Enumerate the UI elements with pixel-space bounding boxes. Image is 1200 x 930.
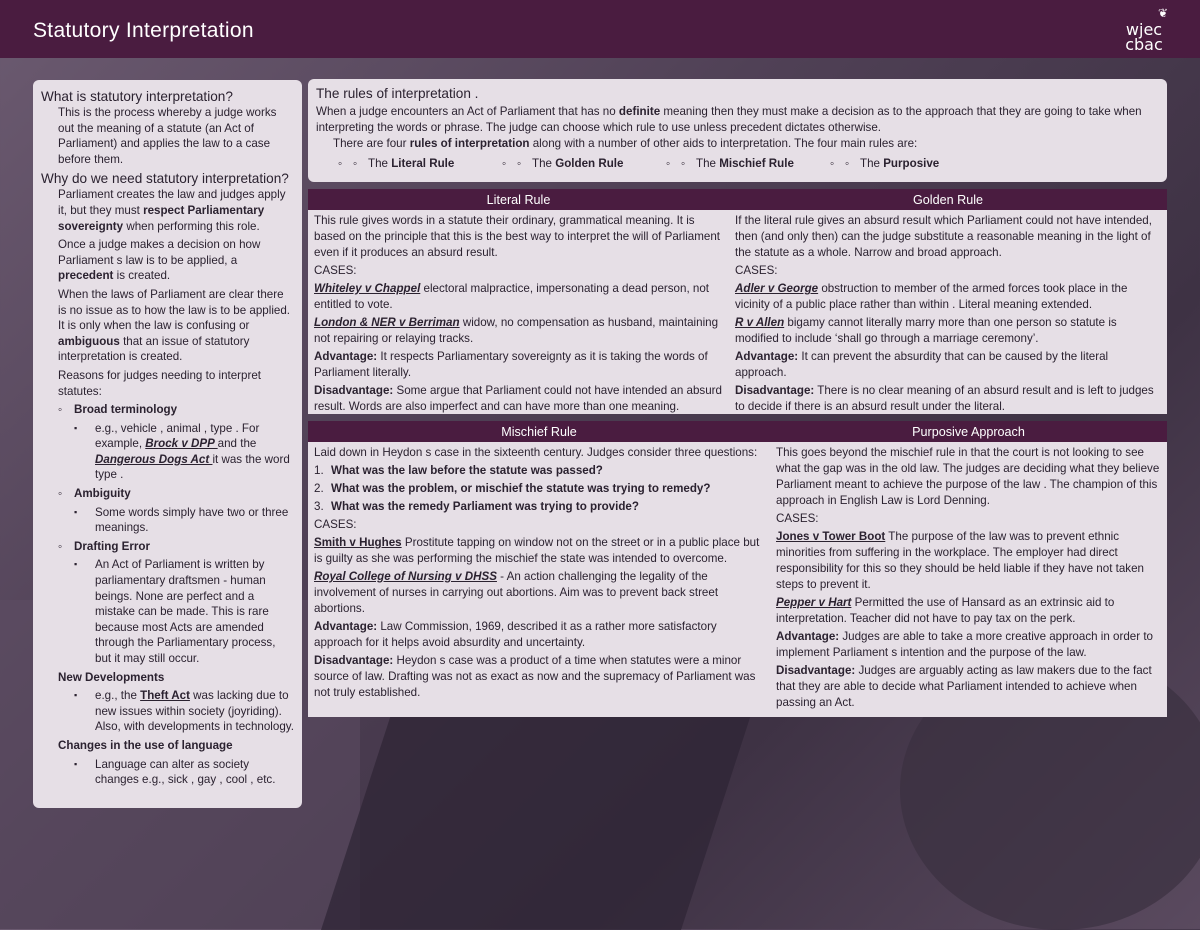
mischief-rule-box bbox=[308, 421, 770, 717]
para-definition: This is the process whereby a judge works out the meaning of a statute (an Act of Parliament) and applies the law to a case before them. bbox=[58, 106, 277, 166]
case-item: R v Allen bigamy cannot literally marry more than one person so statute is modified to include ‘shall go through a marriage ceremony’. bbox=[735, 316, 1117, 345]
para-four-rules: There are four rules of interpretation along with a number of other aids to interpretation. The four main rules are: bbox=[333, 137, 918, 150]
case-item: Jones v Tower Boot The purpose of the law was to prevent ethnic minorities from suffering in the workplace. The employer had direct responsibility for this so they should be held liable if they have not taken steps to prevent it. bbox=[776, 530, 1144, 591]
case-item: London & NER v Berriman widow, no compensation as husband, maintaining not repairing or relaying tracks. bbox=[314, 316, 719, 345]
header-bar bbox=[0, 0, 1200, 58]
cases-label: CASES: bbox=[314, 518, 357, 531]
logo-text-cbac: cbac bbox=[1125, 35, 1163, 54]
purposive-title: Purposive Approach bbox=[770, 421, 1167, 442]
rule-item: ◦ ◦ The Literal Rule bbox=[338, 156, 502, 172]
logo-text-wjec: wjec bbox=[1125, 20, 1163, 39]
mischief-desc: Laid down in Heydon s case in the sixteenth century. Judges consider three questions: bbox=[314, 446, 758, 459]
disadvantage: Disadvantage: There is no clear meaning of an absurd result and is left to judges to decide if there is an absurd result under the literal. bbox=[735, 384, 1154, 413]
golden-rule-box bbox=[729, 189, 1167, 414]
disadvantage: Disadvantage: Heydon s case was a product of a time when statutes were a minor source of law. Drafting was not as exact as now and the supremacy of Parliament was not truly established. bbox=[314, 654, 756, 699]
page-title: Statutory Interpretation bbox=[33, 19, 254, 42]
cases-label: CASES: bbox=[776, 512, 819, 525]
wjec-logo bbox=[1122, 8, 1166, 52]
heading-what-is: What is statutory interpretation? bbox=[41, 89, 233, 104]
literal-rule-title: Literal Rule bbox=[308, 189, 729, 210]
reasons-list bbox=[41, 402, 294, 788]
literal-desc: This rule gives words in a statute their ordinary, grammatical meaning. It is based on the principle that this is the best way to interpret the will of Parliament even if it produces an absurd result. bbox=[314, 214, 720, 259]
case-item: Adler v George obstruction to member of the armed forces took place in the vicinity of a public place rather than within . Literal meaning extended. bbox=[735, 282, 1128, 311]
left-panel bbox=[33, 80, 302, 808]
disadvantage: Disadvantage: Judges are arguably acting as law makers due to the fact that they are able to decide what Parliament intended to achieve when passing an Act. bbox=[776, 664, 1152, 709]
case-item: Whiteley v Chappel electoral malpractice, impersonating a dead person, not entitled to vote. bbox=[314, 282, 710, 311]
reason-detail: ▪ Language can alter as society changes e.g., sick , gay , cool , etc. bbox=[74, 757, 294, 788]
case-item: Pepper v Hart Permitted the use of Hansard as an extrinsic aid to interpretation. Teacher did not have to pay tax on the perk. bbox=[776, 596, 1115, 625]
reason-ambiguity: ◦ Ambiguity bbox=[58, 486, 294, 502]
reason-broad-terminology: ◦ Broad terminology bbox=[58, 402, 294, 418]
advantage: Advantage: It can prevent the absurdity that can be caused by the literal approach. bbox=[735, 350, 1109, 379]
question-item: 2. What was the problem, or mischief the statute was trying to remedy? bbox=[314, 482, 711, 495]
reason-detail: ▪ e.g., vehicle , animal , type . For example, Brock v DPP and the Dangerous Dogs Act it was the word type . bbox=[74, 421, 294, 483]
para-ambiguous: When the laws of Parliament are clear there is no issue as to how the law is to be applied. It is only when the law is confusing or ambiguous that an issue of statutory interpretation is created. bbox=[58, 287, 291, 364]
literal-rule-box bbox=[308, 189, 729, 414]
reason-language-change: Changes in the use of language bbox=[58, 738, 233, 752]
reason-new-developments: New Developments bbox=[58, 670, 165, 684]
purposive-approach-box bbox=[770, 421, 1167, 717]
question-item: 3. What was the remedy Parliament was trying to provide? bbox=[314, 500, 639, 513]
purposive-desc: This goes beyond the mischief rule in that the court is not looking to see what the gap was in the old law. The judges are deciding what they believe Parliament meant to achieve the purpose of the law . The champion of this approach in English Law is Lord Denning. bbox=[776, 446, 1160, 507]
question-item: 1. What was the law before the statute was passed? bbox=[314, 464, 603, 477]
advantage: Advantage: Law Commission, 1969, described it as a rather more satisfactory approach for it helps avoid absurdity and uncertainty. bbox=[314, 620, 717, 649]
book-leaf-icon: ❦ bbox=[1157, 6, 1168, 20]
reason-detail: ▪ Some words simply have two or three meanings. bbox=[74, 505, 294, 536]
rule-item: ◦ ◦ The Golden Rule bbox=[502, 156, 666, 172]
reason-drafting-error: ◦ Drafting Error bbox=[58, 539, 294, 555]
heading-rules: The rules of interpretation . bbox=[316, 86, 479, 101]
para-intro: When a judge encounters an Act of Parliament that has no definite meaning then they must make a decision as to the approach that they are going to take when interpreting the words or phrase. The judge can choose which rule to use unless precedent dictates otherwise. bbox=[316, 105, 1142, 134]
case-item: Smith v Hughes Prostitute tapping on window not on the street or in a public place but is guilty as she was performing the mischief the state was intended to overcome. bbox=[314, 536, 760, 565]
heading-why: Why do we need statutory interpretation? bbox=[41, 171, 289, 187]
case-item: Royal College of Nursing v DHSS - An action challenging the legality of the involvement of nurses in carrying out abortions. Aim was to prevent back street abortions. bbox=[314, 570, 719, 615]
advantage: Advantage: Judges are able to take a more creative approach in order to implement Parliament s intention and the purpose of the law. bbox=[776, 630, 1153, 659]
reason-detail: ▪ An Act of Parliament is written by parliamentary draftsmen - human beings. None are perfect and a mistake can be made. This is rare because most Acts are amended through the Parliamentary process, but it may still occur. bbox=[74, 557, 294, 666]
disadvantage: Disadvantage: Some argue that Parliament could not have intended an absurd result. Words are also imperfect and can have more than one meaning. bbox=[314, 384, 722, 413]
background-book bbox=[321, 690, 759, 930]
golden-desc: If the literal rule gives an absurd result which Parliament could not have intended, then (and only then) can the judge substitute a reasonable meaning in the light of the statute as a whole. Narrow and broad approach. bbox=[735, 214, 1152, 259]
mischief-rule-title: Mischief Rule bbox=[308, 421, 770, 442]
para-reasons: Reasons for judges needing to interpret statutes: bbox=[58, 368, 262, 398]
para-sovereignty: Parliament creates the law and judges apply it, but they must respect Parliamentary sovereignty when performing this role. bbox=[58, 188, 286, 233]
rule-item: ◦ ◦ The Mischief Rule bbox=[666, 156, 830, 172]
cases-label: CASES: bbox=[735, 264, 778, 277]
cases-label: CASES: bbox=[314, 264, 357, 277]
golden-rule-title: Golden Rule bbox=[729, 189, 1167, 210]
reason-detail: ▪ e.g., the Theft Act was lacking due to new issues within society (joyriding). Also, with developments in technology. bbox=[74, 688, 294, 735]
rules-intro-panel bbox=[308, 79, 1167, 182]
para-precedent: Once a judge makes a decision on how Parliament s law is to be applied, a precedent is created. bbox=[58, 238, 261, 283]
advantage: Advantage: It respects Parliamentary sovereignty as it is taking the words of Parliament literally. bbox=[314, 350, 708, 379]
rule-item: ◦ ◦ The Purposive bbox=[830, 156, 994, 172]
rules-list bbox=[338, 156, 1159, 172]
